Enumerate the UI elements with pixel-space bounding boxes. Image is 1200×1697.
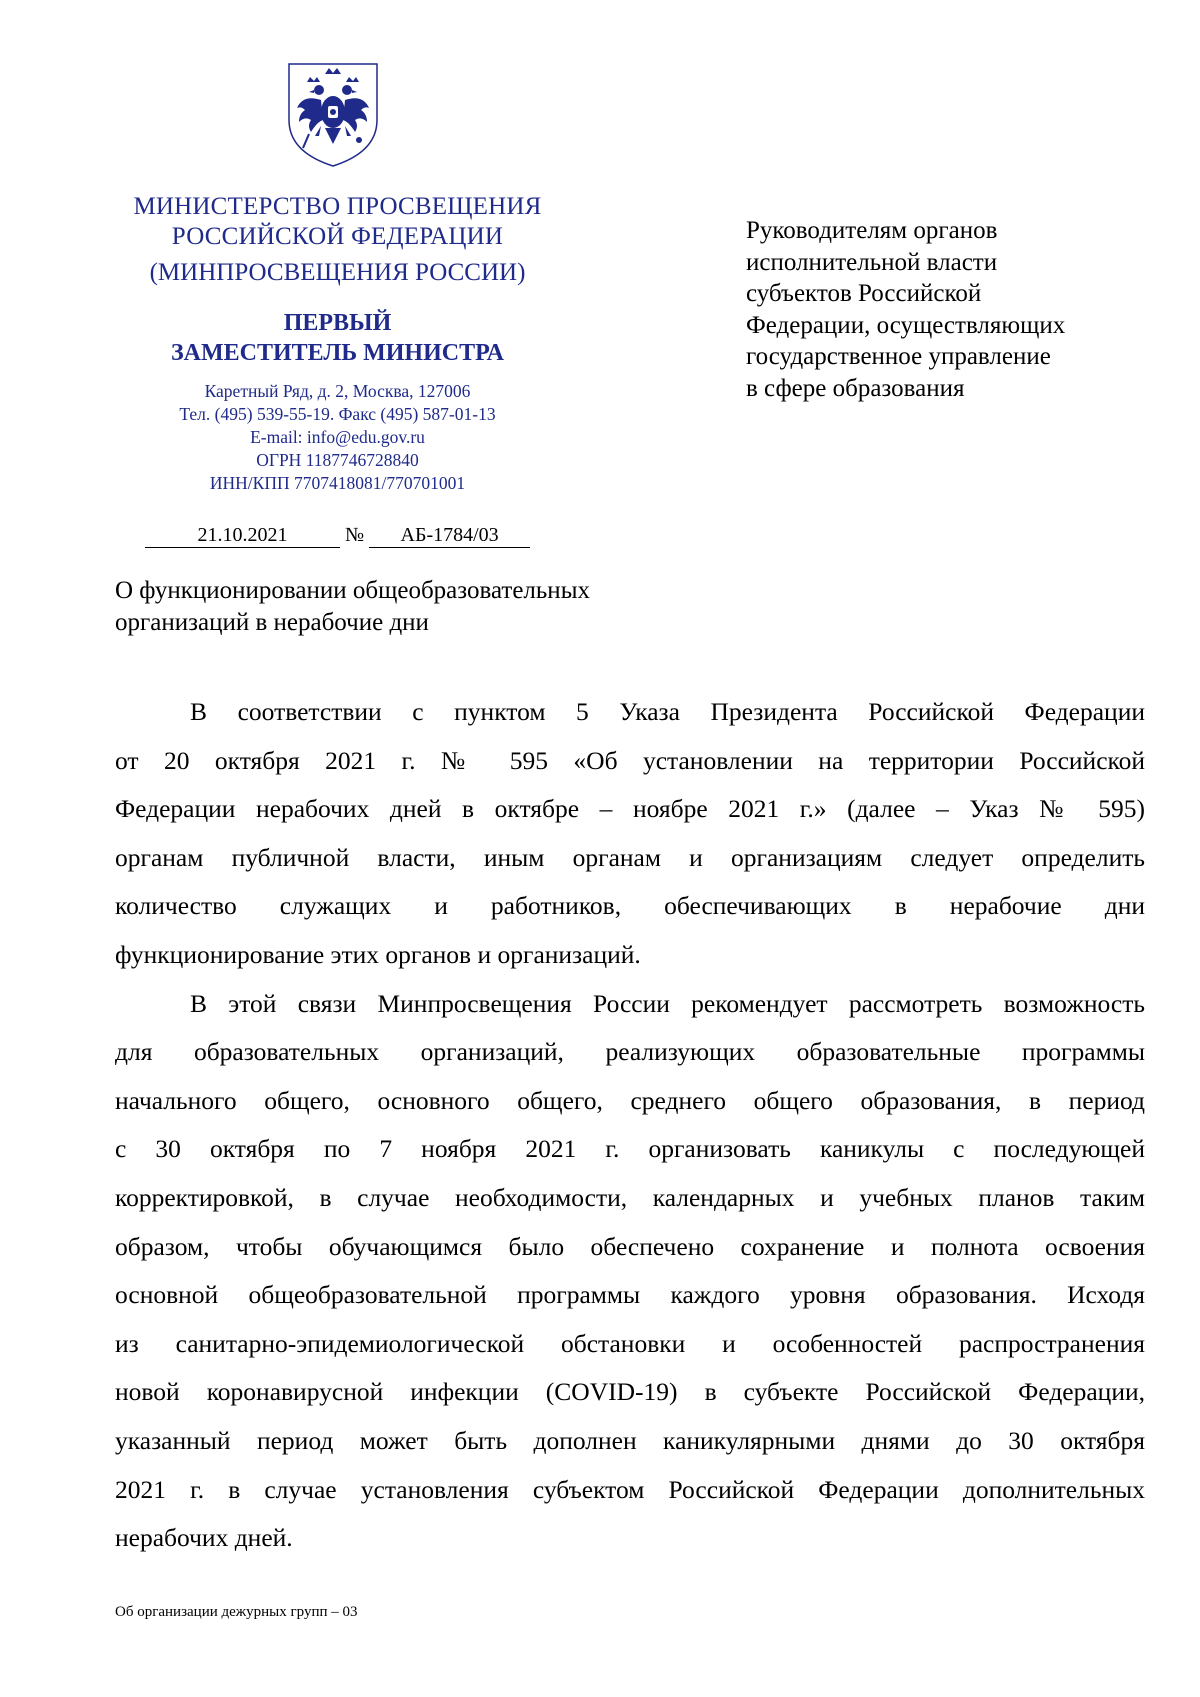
body-line: новой коронавирусной инфекции (COVID-19) в субъекте Российской Федерации, — [115, 1377, 1145, 1407]
letter-body — [115, 688, 1145, 1563]
footer-note: Об организации дежурных групп – 03 — [115, 1604, 358, 1620]
body-line: из санитарно-эпидемиологической обстановки и особенностей распространения — [115, 1328, 1145, 1358]
contact-details — [110, 380, 565, 495]
state-emblem-icon — [285, 60, 381, 170]
ministry-name-line1: МИНИСТЕРСТВО ПРОСВЕЩЕНИЯ — [133, 193, 542, 220]
body-line: для образовательных организаций, реализующих образовательные программы — [115, 1037, 1145, 1067]
ministry-name-line2: РОССИЙСКОЙ ФЕДЕРАЦИИ — [171, 223, 504, 250]
address: Каретный Ряд, д. 2, Москва, 127006 — [204, 381, 471, 401]
number-sign: № — [345, 524, 365, 546]
body-line: 2021 г. в случае установления субъектом Российской Федерации дополнительных — [115, 1474, 1145, 1504]
ministry-short-name: (МИНПРОСВЕЩЕНИЯ РОССИИ) — [149, 259, 526, 286]
addressee-line: Руководителям органов — [746, 217, 998, 244]
position-title-line1: ПЕРВЫЙ — [283, 310, 392, 336]
inn-kpp: ИНН/КПП 7707418081/770701001 — [209, 473, 466, 493]
subject-line: О функционировании общеобразовательных — [115, 577, 590, 604]
body-line: образом, чтобы обучающимся было обеспечено сохранение и полнота освоения — [115, 1231, 1145, 1261]
body-line: от 20 октября 2021 г. № 595 «Об установлении на территории Российской — [115, 745, 1145, 775]
body-line: количество служащих и работников, обеспечивающих в нерабочие дни — [115, 891, 1145, 921]
body-line: нерабочих дней. — [115, 1523, 293, 1553]
letterhead — [110, 192, 565, 495]
ogrn: ОГРН 1187746728840 — [256, 450, 419, 470]
body-line: В соответствии с пунктом 5 Указа Президента Российской Федерации — [190, 697, 1145, 726]
registration-date: 21.10.2021 — [145, 523, 340, 548]
addressee-line: субъектов Российской — [746, 280, 982, 307]
addressee-line: в сфере образования — [746, 374, 965, 402]
body-line: с 30 октября по 7 ноября 2021 г. организовать каникулы с последующей — [115, 1134, 1145, 1164]
email: E-mail: info@edu.gov.ru — [250, 427, 425, 447]
addressee-line: государственное управление — [746, 343, 1051, 370]
body-line: корректировкой, в случае необходимости, календарных и учебных планов таким — [115, 1182, 1145, 1212]
body-line: основной общеобразовательной программы каждого уровня образования. Исходя — [115, 1280, 1145, 1310]
registration-line — [145, 523, 530, 548]
body-line: начального общего, основного общего, среднего общего образования, в период — [115, 1085, 1145, 1115]
addressee-line: исполнительной власти — [746, 248, 998, 276]
paragraph-1 — [115, 688, 1145, 980]
addressee-line: Федерации, осуществляющих — [746, 311, 1066, 339]
position-title-line2: ЗАМЕСТИТЕЛЬ МИНИСТРА — [170, 340, 505, 366]
letter-subject — [115, 575, 590, 639]
subject-line: организаций в нерабочие дни — [115, 609, 429, 636]
body-line: В этой связи Минпросвещения России рекомендует рассмотреть возможность — [190, 988, 1145, 1018]
body-line: органам публичной власти, иным органам и организациям следует определить — [115, 842, 1145, 872]
body-line: указанный период может быть дополнен каникулярными днями до 30 октября — [115, 1425, 1145, 1455]
body-line: функционирование этих органов и организаций. — [115, 939, 641, 969]
addressee — [746, 215, 1146, 404]
paragraph-2 — [115, 980, 1145, 1563]
body-line: Федерации нерабочих дней в октябре – ноябре 2021 г.» (далее – Указ № 595) — [115, 794, 1145, 824]
registration-number: АБ-1784/03 — [369, 523, 530, 548]
phone-fax: Тел. (495) 539-55-19. Факс (495) 587-01-13 — [179, 404, 496, 424]
